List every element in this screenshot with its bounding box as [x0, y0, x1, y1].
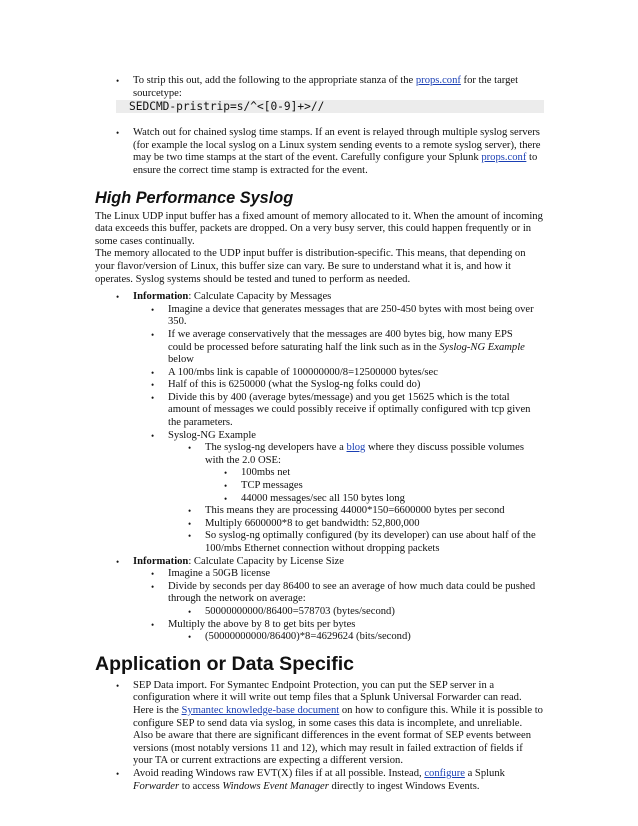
section-heading: Application or Data Specific: [95, 652, 354, 675]
list-item: [133, 291, 533, 304]
list-item: • 50000000000/86400=578703 (bytes/second): [205, 606, 541, 619]
list-item: • Multiply 6600000*8 to get bandwidth: 52,800,000: [205, 518, 541, 531]
list-item: • 44000 messages/sec all 150 bytes long: [241, 493, 541, 506]
text: Avoid reading Windows raw EVT(X) files if at all possible. Instead,: [133, 767, 425, 779]
list-item: [133, 768, 543, 793]
list-item: • 100mbs net: [241, 467, 541, 480]
text: directly to ingest Windows Events.: [328, 780, 480, 792]
code-block: SEDCMD-pristrip=s/^<[0-9]+>//: [116, 100, 544, 113]
list-item: • This means they are processing 44000*150=6600000 bytes per second: [205, 505, 541, 518]
strip-list: [0, 75, 638, 100]
text: SEP Data import. For Symantec Endpoint Protection, you can put the SEP server in a configuration where it will write out temp files that a Splunk Universal Forwarder can read. Here is the: [133, 679, 522, 716]
text: Windows Event Manager: [222, 780, 329, 792]
configure-link[interactable]: configure: [424, 767, 465, 779]
text: a Splunk: [464, 767, 505, 779]
list-item: • Imagine a 50GB license: [168, 568, 536, 581]
list-item: • Syslog-NG Example: [168, 430, 536, 443]
list-item: • (50000000000/86400)*8=4629624 (bits/second): [205, 631, 541, 644]
text: The syslog-ng developers have a: [205, 442, 347, 454]
list-item: • Divide this by 400 (average bytes/message) and you get 15625 which is the total amount of messages we could possibly receive if optimally configured with tcp given the parameters.: [168, 392, 536, 430]
text: to ensure the correct time stamp is extracted for the event.: [133, 152, 538, 176]
text: below: [168, 354, 194, 366]
text: Syslog-NG Example: [439, 341, 525, 353]
props-conf-link[interactable]: props.conf: [415, 75, 461, 86]
text: : Calculate Capacity by Messages: [188, 291, 332, 303]
list-item: • Multiply the above by 8 to get bits per bytes: [168, 619, 536, 632]
list-item: • Divide by seconds per day 86400 to see an average of how much data could be pushed through the network on average:: [168, 581, 536, 606]
paragraph: The memory allocated to the UDP input buffer is distribution-specific. This means, that depending on your flavor/version of Linux, this buffer size can vary. Be sure to understand what it is, and how it operates. Syslog systems should be tested and tuned to perform as needed.: [95, 248, 526, 285]
list-item: [133, 75, 533, 100]
list-item: [168, 329, 536, 367]
list-item: [133, 127, 543, 177]
list-item: • Imagine a device that generates messages that are 250-450 bytes with most being over 350.: [168, 304, 536, 329]
text: Forwarder: [133, 780, 180, 792]
section-heading: High Performance Syslog: [95, 188, 294, 207]
list-item: [133, 556, 533, 569]
chained-list: [0, 127, 638, 177]
list-item: • So syslog-ng optimally configured (by its developer) can use about half of the 100/mbs Ethernet connection without dropping packets: [205, 530, 541, 555]
text: If we average conservatively that the messages are 400 bytes big, how many EPS could be processed before saturating half the link such as in the: [168, 328, 513, 353]
list-item: • TCP messages: [241, 480, 541, 493]
text: Watch out for chained syslog time stamps. If an event is relayed through multiple syslog servers (for example the local syslog on a Linux system sending events to a remote syslog server), there may be two time stamps at the start of the event. Carefully configure your Splunk: [133, 127, 541, 164]
label: Information: [133, 291, 189, 303]
text: : Calculate Capacity by License Size: [188, 555, 344, 567]
list-item: [205, 442, 541, 467]
props-conf-link[interactable]: props.conf: [481, 152, 527, 164]
app-list: [0, 680, 638, 793]
list-item: [133, 680, 543, 768]
text: for the target sourcetype:: [133, 75, 519, 99]
text: to access: [179, 780, 223, 792]
capacity-list: [0, 291, 638, 644]
list-item: • Half of this is 6250000 (what the Syslog-ng folks could do): [168, 379, 536, 392]
paragraph: The Linux UDP input buffer has a fixed amount of memory allocated to it. When the amount of incoming data exceeds this buffer, packets are dropped. On a very busy server, this could happen frequently or in some cases continually.: [95, 210, 543, 247]
text: on how to configure this. While it is possible to configure SEP to send data via syslog, in some cases this data is incomplete, and unreliable. Also be aware that there are significant differences in the event format of SEP events between versions (most notably versions 11 and 12), which may result in failed extraction of fields if your TA or current extractions are expecting a different version.: [133, 704, 543, 767]
text: where they discuss possible volumes with the 2.0 OSE:: [205, 442, 524, 466]
symantec-kb-link[interactable]: Symantec knowledge-base document: [181, 704, 340, 716]
blog-link[interactable]: blog: [346, 442, 366, 454]
text: To strip this out, add the following to the appropriate stanza of the: [133, 75, 416, 86]
label: Information: [133, 555, 189, 567]
list-item: • A 100/mbs link is capable of 100000000/8=12500000 bytes/sec: [168, 367, 536, 380]
